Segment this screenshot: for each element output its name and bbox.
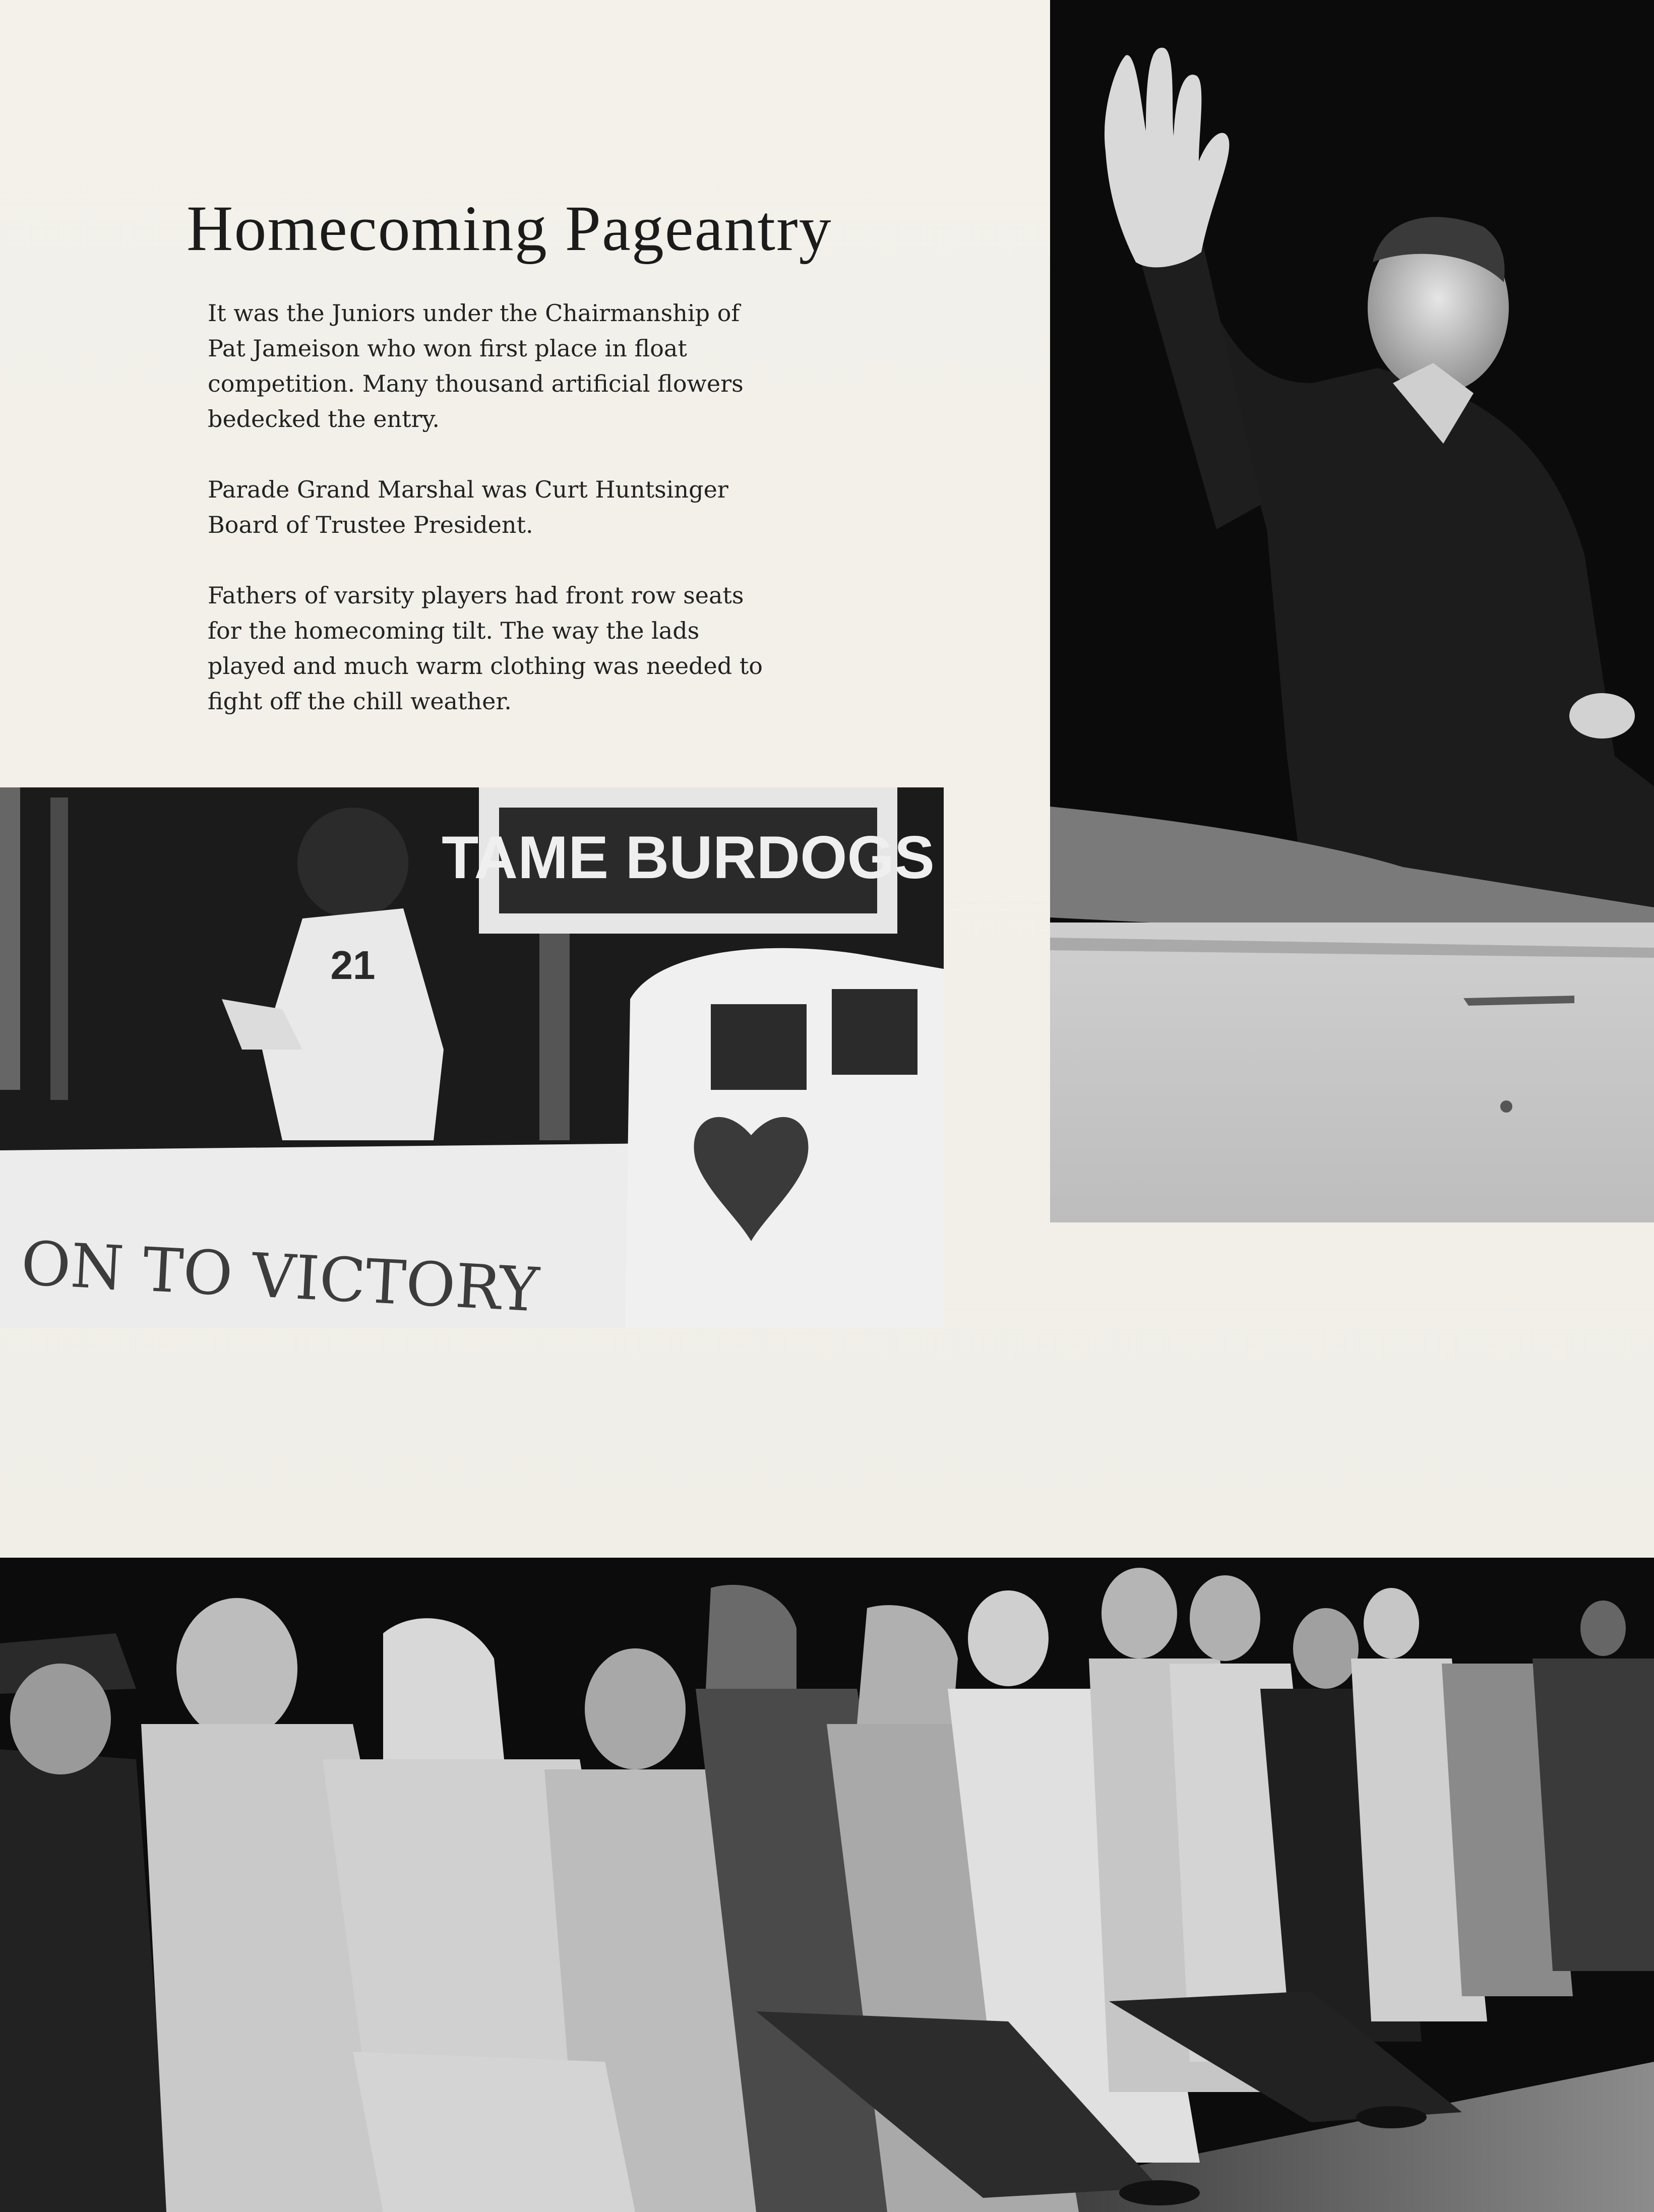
fathers-seated-illustration [0, 1558, 1654, 2212]
page-title: Homecoming Pageantry [187, 193, 832, 264]
fathers-seated-photo [0, 1558, 1654, 2212]
float-banner-text: ON TO VICTORY [19, 1228, 541, 1326]
junior-float-illustration [0, 787, 944, 1328]
paragraph-float: It was the Juniors under the Chairmanship of Pat Jameison who won first place in float competition. Many thousand artificial flowers bedecked the entry. [208, 299, 744, 433]
player-jersey-number: 21 [330, 943, 376, 988]
grand-marshal-illustration [1050, 0, 1654, 1222]
junior-float-photo [0, 787, 944, 1328]
paragraph-fathers: Fathers of varsity players had front row seats for the homecoming tilt. The way the lads played and much warm clothing was needed to fight off the chill weather. [208, 582, 763, 715]
grand-marshal-photo [1050, 0, 1654, 1222]
paragraph-grand-marshal: Parade Grand Marshal was Curt Huntsinger Board of Trustee President. [208, 476, 728, 538]
article-body [208, 295, 873, 754]
float-sign-text: TAME BURDOGS [442, 824, 935, 891]
